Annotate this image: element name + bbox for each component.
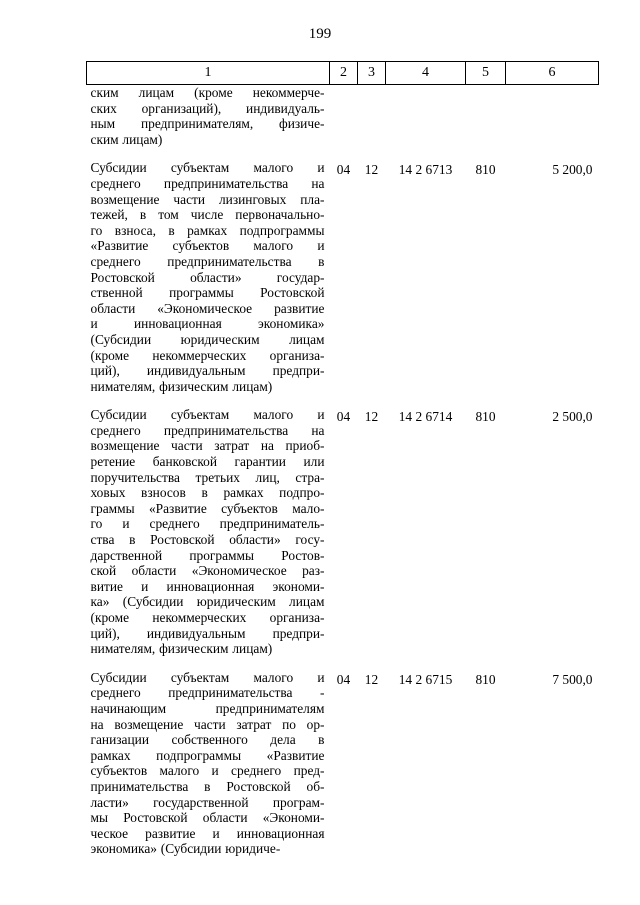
description-line: ским лицам) [90, 131, 163, 147]
description-line: среднего предпринимательства - [90, 685, 325, 701]
row-spacer [87, 147, 599, 160]
target-article-code [386, 85, 466, 148]
expense-type-code: 810 [475, 162, 496, 178]
row-spacer-cell [87, 657, 599, 670]
description-line: (кроме некоммерческих организа- [90, 610, 325, 625]
description-line: ласти» государственной програм- [90, 794, 325, 810]
table-body [87, 85, 599, 857]
expense-type-code: 810 [475, 671, 496, 687]
row-spacer [87, 657, 599, 670]
description-line: (кроме некоммерческих организа- [90, 347, 325, 363]
description-line: среднего предпринимательства в [90, 253, 325, 269]
budget-table [86, 61, 599, 857]
description-line: принимательства в Ростовской об- [90, 778, 325, 794]
table-header-row [87, 62, 599, 85]
description-line: Субсидии субъектам малого и [90, 160, 325, 176]
target-article-code: 14 2 6714 [398, 409, 453, 425]
expense-type-code: 810 [475, 409, 496, 425]
description-line: го взноса, в рамках подпрограммы [90, 222, 325, 238]
description-line: ских организаций), индивидуаль- [90, 100, 325, 116]
amount: 7 500,0 [552, 671, 593, 687]
description-line: Субсидии субъектам малого и [90, 407, 325, 423]
description-line: на возмещение части затрат по ор- [90, 716, 325, 732]
description-line: ской области «Экономическое раз- [90, 563, 325, 579]
description-line: нимателям, физическим лицам) [90, 378, 273, 394]
header-col-1: 1 [87, 62, 330, 85]
amount: 5 200,0 [552, 162, 593, 178]
description-line: ховых взносов в рамках подпро- [90, 485, 325, 501]
budget-table-container [86, 61, 598, 857]
subsection-code [358, 85, 386, 148]
description-line: го и среднего предприниматель- [90, 516, 325, 532]
description-line: Ростовской области» государ- [90, 269, 325, 285]
subsection-code: 12 [364, 409, 379, 425]
description-line: ским лицам (кроме некоммерче- [90, 85, 325, 100]
description-line: ретение банковской гарантии или [90, 454, 325, 470]
description-line: граммы «Развитие субъектов мало- [90, 500, 325, 516]
row-spacer [87, 394, 599, 407]
amount: 2 500,0 [552, 409, 593, 425]
section-code: 04 [336, 671, 351, 687]
description-line: и инновационная экономика» [90, 316, 325, 332]
description-line: мы Ростовской области «Экономи- [90, 810, 325, 826]
description-line: «Развитие субъектов малого и [90, 238, 325, 254]
description-line: субъектов малого и среднего пред- [90, 763, 325, 779]
description-line: рамках подпрограммы «Развитие [90, 747, 325, 763]
description-line: Субсидии субъектам малого и [90, 669, 325, 685]
subsection-code: 12 [364, 671, 379, 687]
description-line: экономика» (Субсидии юридиче- [90, 841, 281, 857]
table-row [87, 160, 599, 394]
row-description [87, 670, 330, 857]
description-line: дарственной программы Ростов- [90, 547, 325, 563]
page-number: 199 [308, 26, 332, 42]
target-article-code: 14 2 6715 [398, 671, 453, 687]
description-line: области «Экономическое развитие [90, 300, 325, 316]
description-line: среднего предпринимательства на [90, 175, 325, 191]
description-line: поручительства третьих лиц, стра- [90, 469, 325, 485]
header-col-5: 5 [466, 62, 506, 85]
description-line: ным предпринимателям, физиче- [90, 116, 325, 132]
description-line: ций), индивидуальным предпри- [90, 363, 325, 379]
description-line: ка» (Субсидии юридическим лицам [90, 594, 325, 610]
description-line: тежей, в том числе первоначально- [90, 207, 325, 223]
row-description [87, 85, 330, 148]
row-description [87, 160, 330, 394]
description-line: возмещение части лизинговых пла- [90, 191, 325, 207]
description-line: (Субсидии юридическим лицам [90, 331, 325, 347]
row-description [87, 407, 330, 657]
header-col-6: 6 [506, 62, 599, 85]
expense-type-code [466, 85, 506, 148]
table-row [87, 85, 599, 148]
section-code [330, 85, 358, 148]
subsection-code: 12 [364, 162, 379, 178]
amount [506, 85, 599, 148]
description-line: начинающим предпринимателям [90, 700, 325, 716]
row-spacer-cell [87, 147, 599, 160]
description-line: ственной программы Ростовской [90, 285, 325, 301]
description-line: ства в Ростовской области» госу- [90, 532, 325, 548]
description-line: ганизации собственного дела в [90, 732, 325, 748]
description-line: ций), индивидуальным предпри- [90, 625, 325, 641]
target-article-code: 14 2 6713 [398, 162, 453, 178]
description-line: ческое развитие и инновационная [90, 825, 325, 841]
description-line: витие и инновационная экономи- [90, 578, 325, 594]
header-col-3: 3 [358, 62, 386, 85]
header-col-2: 2 [330, 62, 358, 85]
section-code: 04 [336, 162, 351, 178]
section-code: 04 [336, 409, 351, 425]
table-row [87, 670, 599, 857]
description-line: нимателям, физическим лицам) [90, 641, 273, 657]
description-line: возмещение части затрат на приоб- [90, 438, 325, 454]
description-line: среднего предпринимательства на [90, 422, 325, 438]
header-col-4: 4 [386, 62, 466, 85]
table-row [87, 407, 599, 657]
row-spacer-cell [87, 394, 599, 407]
